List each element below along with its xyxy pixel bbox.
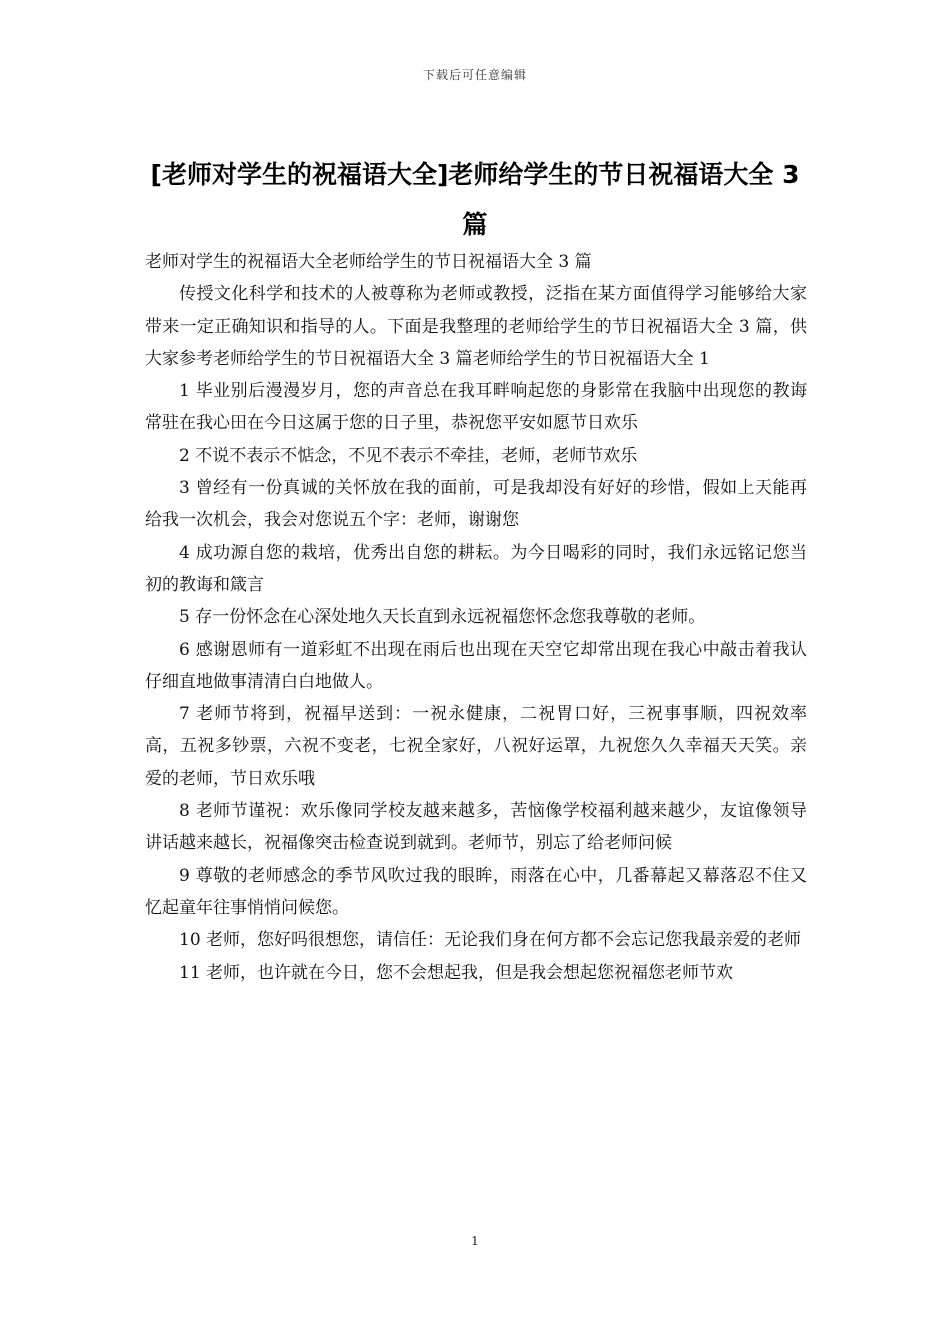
wish-paragraph-7: 7 老师节将到，祝福早送到：一祝永健康，二祝胃口好，三祝事事顺，四祝效率高，五祝多钞票，六祝不变老，七祝全家好，八祝好运罩，九祝您久久幸福天天笑。亲爱的老师，节日欢乐哦 xyxy=(145,704,807,789)
intro-paragraph: 传授文化科学和技术的人被尊称为老师或教授，泛指在某方面值得学习能够给大家带来一定正确知识和指导的人。下面是我整理的老师给学生的节日祝福语大全 3 篇，供大家参考老师给学生的节日祝福语大全 3 篇老师给学生的节日祝福语大全 1 xyxy=(145,284,807,369)
document-body xyxy=(145,246,807,989)
header-note: 下载后可任意编辑 xyxy=(422,68,527,82)
wish-paragraph-3: 3 曾经有一份真诚的关怀放在我的面前，可是我却没有好好的珍惜，假如上天能再给我一次机会，我会对您说五个字：老师，谢谢您 xyxy=(145,478,807,531)
wish-paragraph-10: 10 老师，您好吗很想您，请信任：无论我们身在何方都不会忘记您我最亲爱的老师 xyxy=(179,930,802,951)
subtitle-line: 老师对学生的祝福语大全老师给学生的节日祝福语大全 3 篇 xyxy=(145,252,592,272)
page-number: 1 xyxy=(471,1234,479,1248)
document-title: [老师对学生的祝福语大全]老师给学生的节日祝福语大全 3 篇 xyxy=(150,160,800,239)
wish-paragraph-11: 11 老师，也许就在今日，您不会想起我，但是我会想起您祝福您老师节欢 xyxy=(179,962,734,983)
wish-paragraph-8: 8 老师节谨祝：欢乐像同学校友越来越多，苦恼像学校福利越来越少，友谊像领导讲话越来越长，祝福像突击检查说到就到。老师节，别忘了给老师问候 xyxy=(145,801,807,854)
wish-paragraph-9: 9 尊敬的老师感念的季节风吹过我的眼眸，雨落在心中，几番幕起又幕落忍不住又忆起童年往事悄悄问候您。 xyxy=(145,865,807,918)
wish-paragraph-1: 1 毕业别后漫漫岁月，您的声音总在我耳畔响起您的身影常在我脑中出现您的教诲常驻在我心田在今日这属于您的日子里，恭祝您平安如愿节日欢乐 xyxy=(145,381,807,434)
wish-paragraph-5: 5 存一份怀念在心深处地久天长直到永远祝福您怀念您我尊敬的老师。 xyxy=(179,607,706,628)
wish-paragraph-6: 6 感谢恩师有一道彩虹不出现在雨后也出现在天空它却常出现在我心中敲击着我认仔细直地做事清清白白地做人。 xyxy=(145,639,807,692)
wish-paragraph-2: 2 不说不表示不惦念，不见不表示不牵挂，老师，老师节欢乐 xyxy=(179,445,638,466)
wish-paragraph-4: 4 成功源自您的栽培，优秀出自您的耕耘。为今日喝彩的同时，我们永远铭记您当初的教诲和箴言 xyxy=(145,542,807,595)
